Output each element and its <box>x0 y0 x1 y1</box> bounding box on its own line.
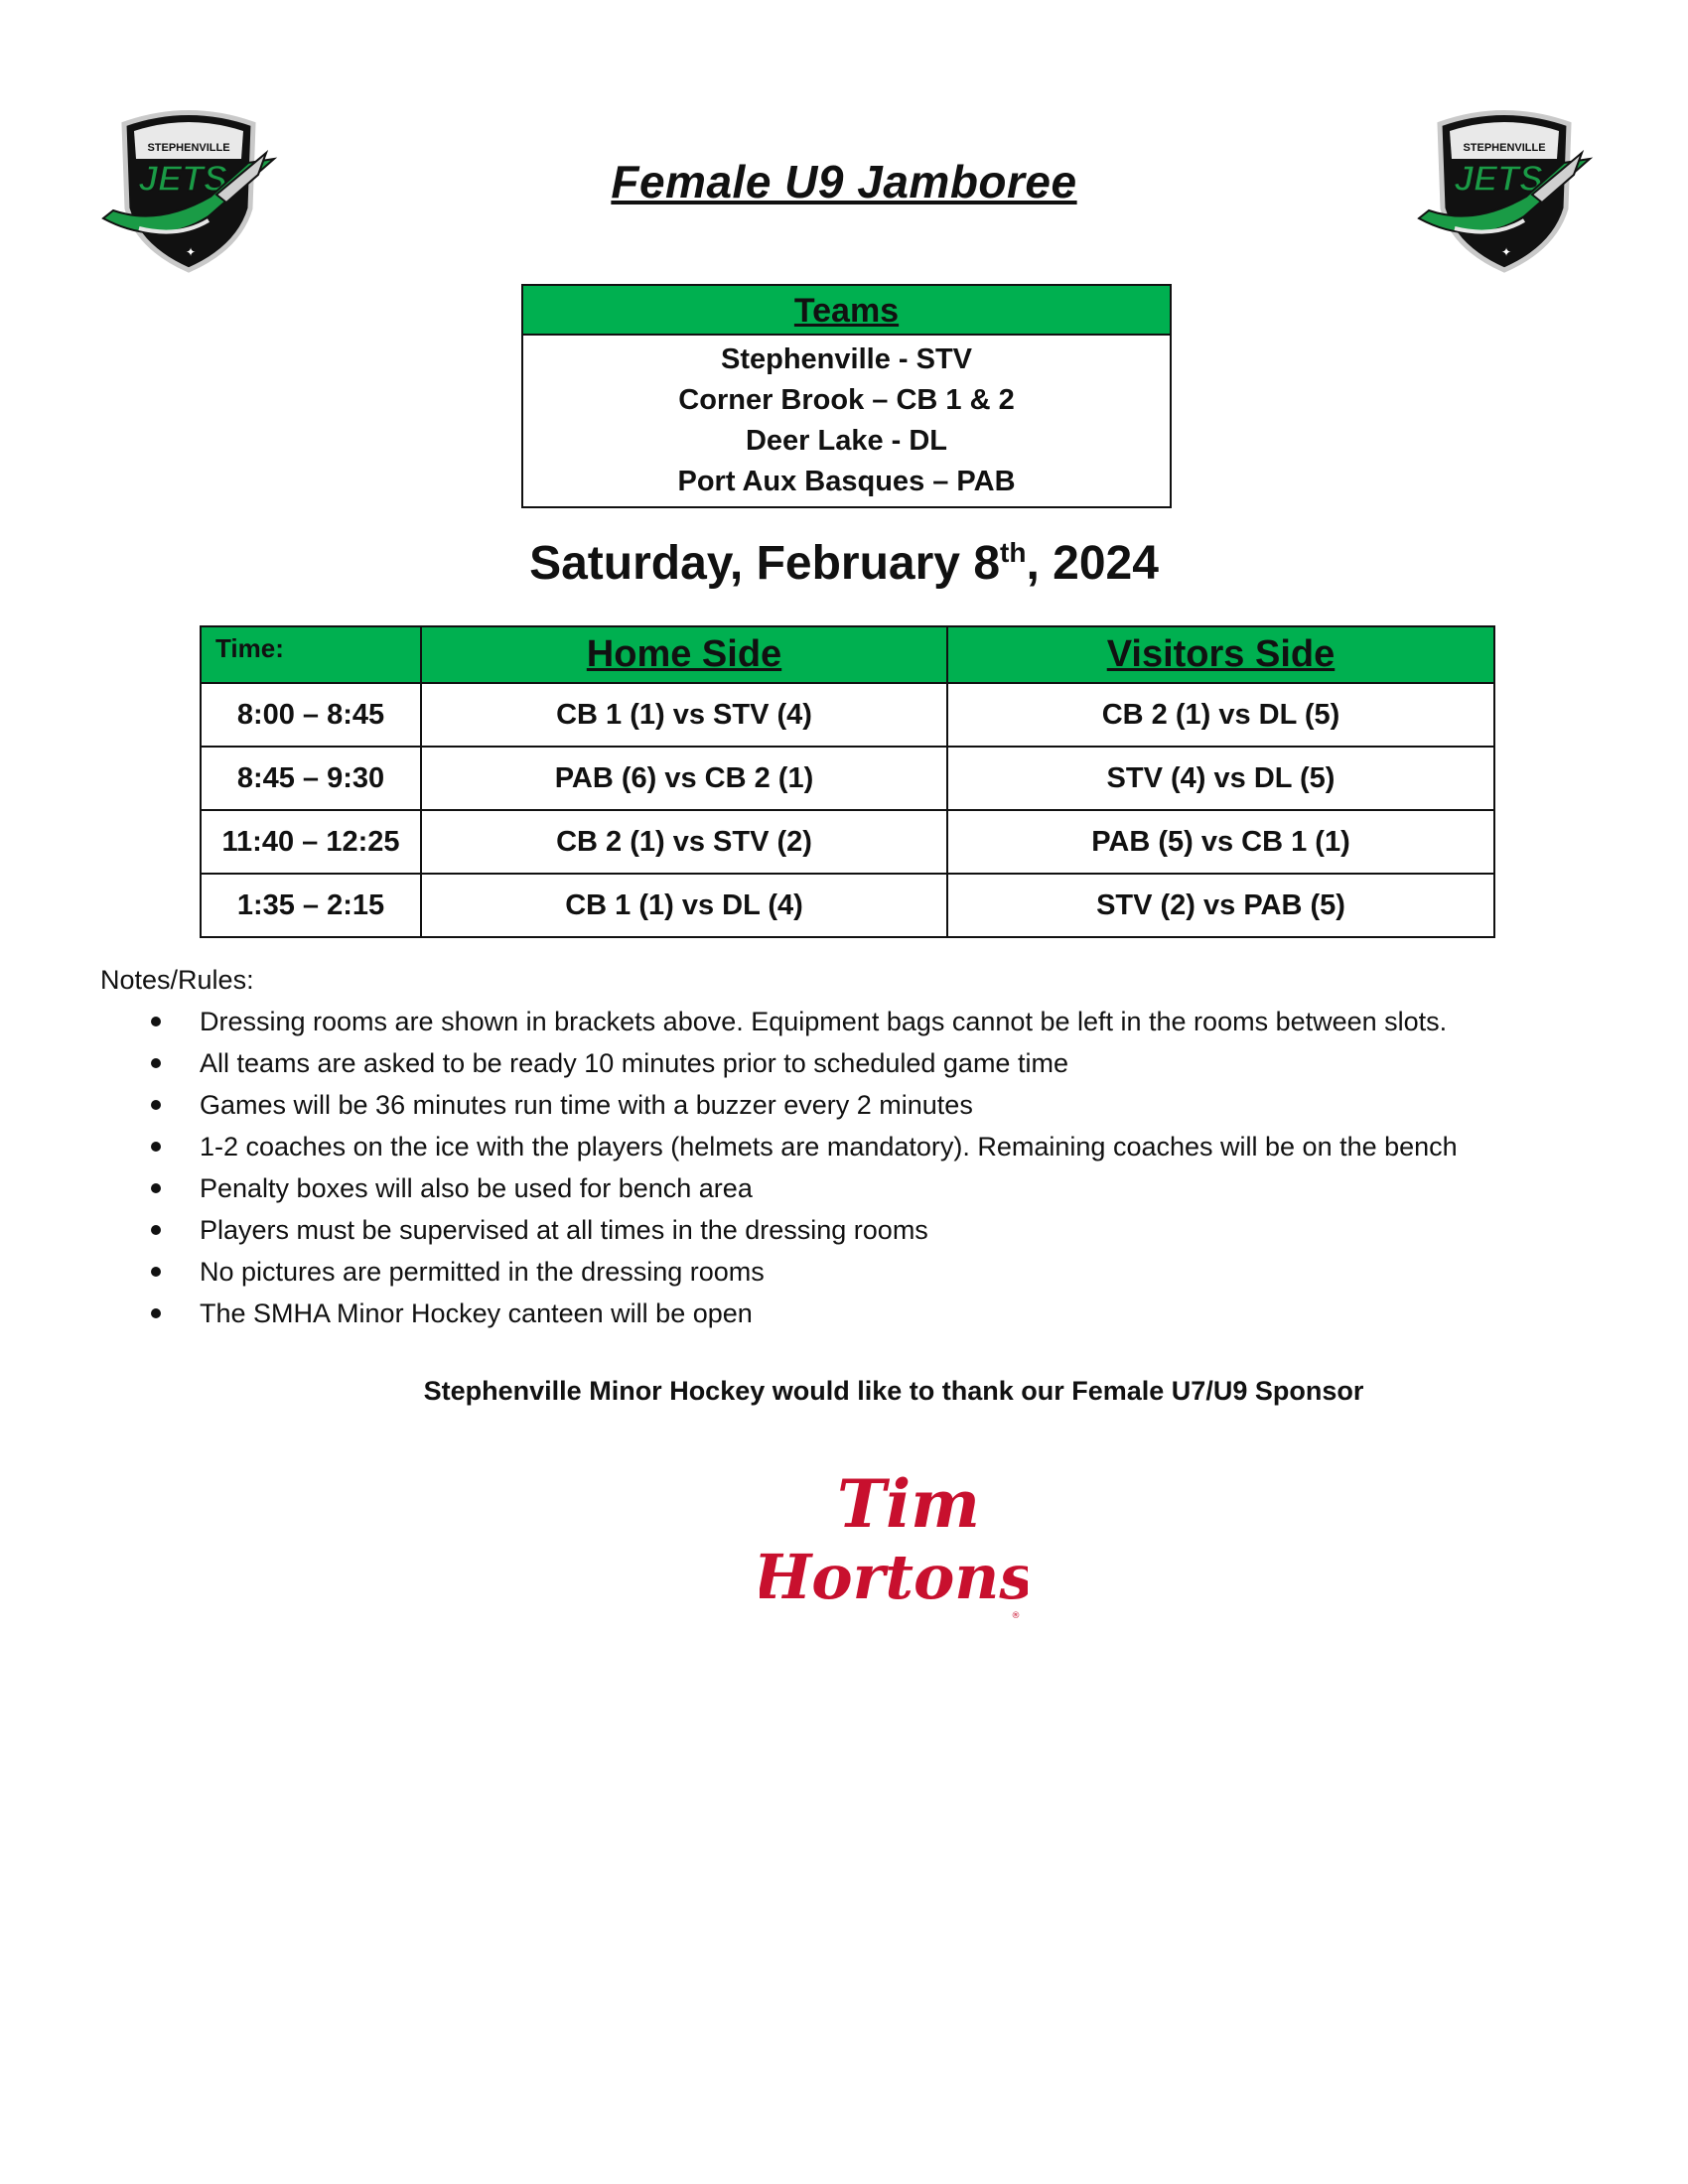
notes-label: Notes/Rules: <box>100 965 254 995</box>
bullet-icon <box>151 1142 161 1152</box>
home-game-cell: CB 1 (1) vs DL (4) <box>421 874 947 937</box>
list-item <box>0 1167 1688 1209</box>
teams-header: Teams <box>523 286 1170 336</box>
date-suffix: th <box>1000 537 1027 568</box>
teams-list <box>523 336 1170 506</box>
bullet-icon <box>151 1225 161 1235</box>
time-cell: 8:45 – 9:30 <box>201 747 421 810</box>
visitors-game-cell: CB 2 (1) vs DL (5) <box>947 683 1494 747</box>
note-text: No pictures are permitted in the dressing rooms <box>200 1257 765 1287</box>
svg-text:✦: ✦ <box>185 245 197 259</box>
bullet-icon <box>151 1017 161 1026</box>
list-item <box>0 1042 1688 1084</box>
time-cell: 11:40 – 12:25 <box>201 810 421 874</box>
notes-list <box>0 1001 1688 1334</box>
schedule-header-row <box>201 626 1494 683</box>
list-item <box>0 1126 1688 1167</box>
home-game-cell: CB 2 (1) vs STV (2) <box>421 810 947 874</box>
visitors-game-cell: PAB (5) vs CB 1 (1) <box>947 810 1494 874</box>
note-text: The SMHA Minor Hockey canteen will be open <box>200 1298 753 1328</box>
svg-text:Tim: Tim <box>836 1465 981 1543</box>
table-row <box>201 683 1494 747</box>
list-item <box>0 1084 1688 1126</box>
note-text: Games will be 36 minutes run time with a buzzer every 2 minutes <box>200 1090 973 1120</box>
page-title: Female U9 Jamboree <box>611 156 1077 207</box>
bullet-icon <box>151 1267 161 1277</box>
teams-box <box>521 284 1172 508</box>
svg-text:✦: ✦ <box>1500 245 1512 259</box>
bullet-icon <box>151 1100 161 1110</box>
svg-text:JETS: JETS <box>1453 158 1544 199</box>
team-item: Deer Lake - DL <box>745 425 948 457</box>
svg-text:Hortons: Hortons <box>760 1541 1028 1613</box>
team-item: Stephenville - STV <box>721 343 972 375</box>
sponsor-thanks: Stephenville Minor Hockey would like to thank our Female U7/U9 Sponsor <box>423 1376 1364 1406</box>
team-item: Corner Brook – CB 1 & 2 <box>678 384 1015 416</box>
home-game-cell: CB 1 (1) vs STV (4) <box>421 683 947 747</box>
date-heading <box>0 536 1688 591</box>
svg-text:JETS: JETS <box>137 158 228 199</box>
bullet-icon <box>151 1308 161 1318</box>
date-main: Saturday, February 8 <box>529 537 1001 590</box>
note-text: Players must be supervised at all times in the dressing rooms <box>200 1215 928 1245</box>
visitors-game-cell: STV (2) vs PAB (5) <box>947 874 1494 937</box>
tim-hortons-logo-icon <box>760 1459 1028 1628</box>
svg-text:STEPHENVILLE: STEPHENVILLE <box>1463 142 1546 154</box>
tim-hortons-logo <box>760 1459 1028 1628</box>
note-text: 1-2 coaches on the ice with the players (helmets are mandatory). Remaining coaches will be on the bench <box>200 1132 1458 1161</box>
svg-text:®: ® <box>1011 1611 1021 1621</box>
list-item <box>0 1251 1688 1293</box>
svg-text:STEPHENVILLE: STEPHENVILLE <box>147 142 230 154</box>
home-side-header: Home Side <box>421 626 947 683</box>
schedule-table <box>200 625 1495 938</box>
table-row <box>201 810 1494 874</box>
list-item <box>0 1293 1688 1334</box>
list-item <box>0 1209 1688 1251</box>
list-item <box>0 1001 1688 1042</box>
table-row <box>201 747 1494 810</box>
home-game-cell: PAB (6) vs CB 2 (1) <box>421 747 947 810</box>
visitors-side-header: Visitors Side <box>947 626 1494 683</box>
time-cell: 8:00 – 8:45 <box>201 683 421 747</box>
time-column-header: Time: <box>201 626 421 683</box>
bullet-icon <box>151 1058 161 1068</box>
bullet-icon <box>151 1183 161 1193</box>
note-text: Penalty boxes will also be used for bench area <box>200 1173 753 1203</box>
note-text: Dressing rooms are shown in brackets above. Equipment bags cannot be left in the rooms between slots. <box>200 1007 1448 1036</box>
table-row <box>201 874 1494 937</box>
date-year: , 2024 <box>1026 537 1159 590</box>
time-cell: 1:35 – 2:15 <box>201 874 421 937</box>
visitors-game-cell: STV (4) vs DL (5) <box>947 747 1494 810</box>
team-item: Port Aux Basques – PAB <box>677 466 1016 497</box>
note-text: All teams are asked to be ready 10 minutes prior to scheduled game time <box>200 1048 1068 1078</box>
